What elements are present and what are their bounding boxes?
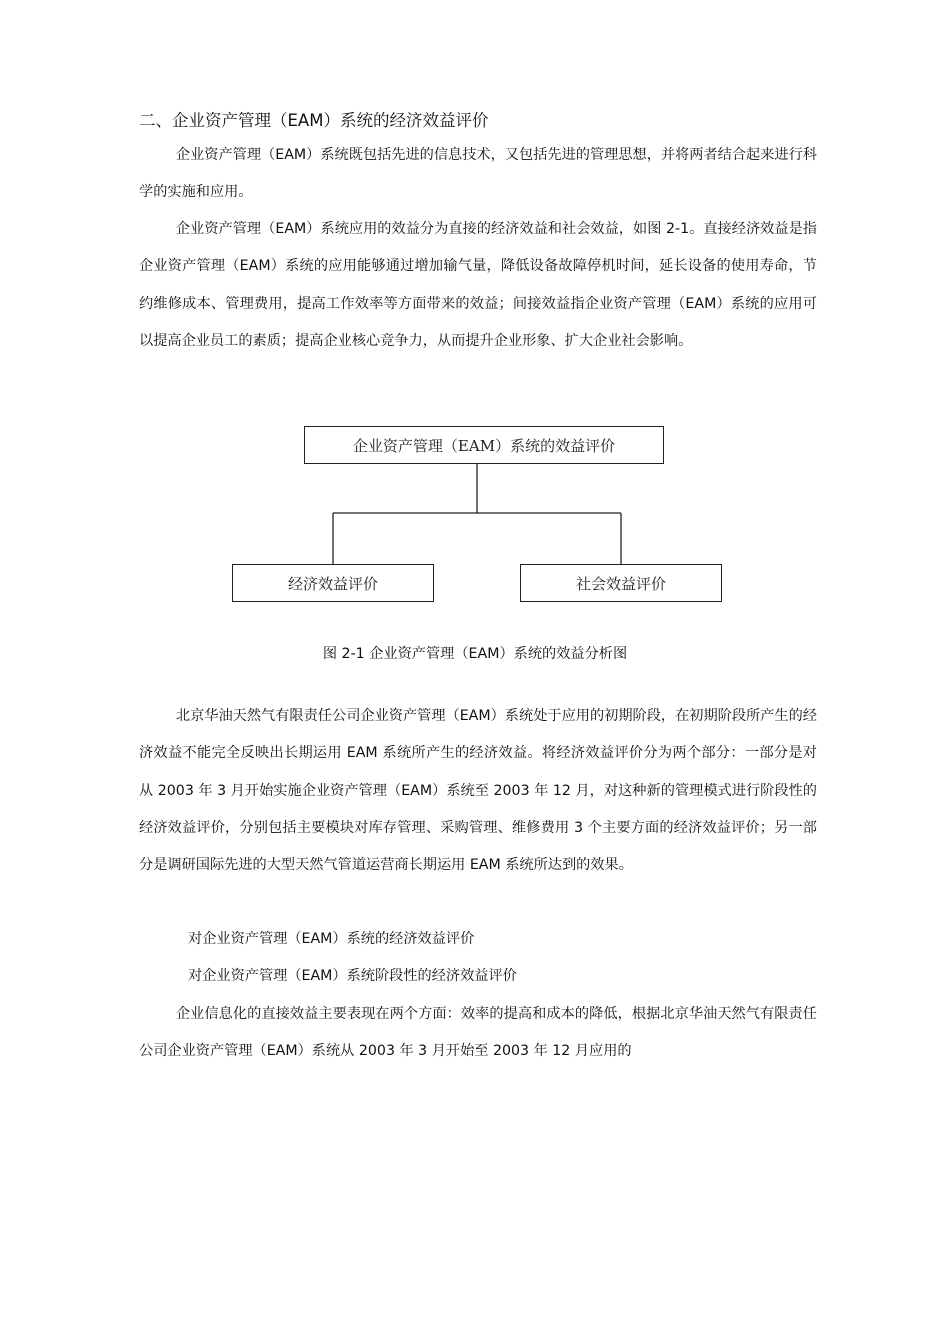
section-heading: 二、企业资产管理（EAM）系统的经济效益评价 <box>139 111 489 130</box>
figure-caption: 图 2-1 企业资产管理（EAM）系统的效益分析图 <box>322 646 628 662</box>
paragraph-direct-benefit: 企业信息化的直接效益主要表现在两个方面：效率的提高和成本的降低，根据北京华油天然气有限责任公司企业资产管理（EAM）系统从 2003 年 3 月开始至 2003 年 12 月应用的 <box>139 1006 817 1060</box>
list-item-economic: 对企业资产管理（EAM）系统的经济效益评价 <box>188 931 475 947</box>
diagram-node-economic: 经济效益评价 <box>232 564 434 602</box>
paragraph-benefits: 企业资产管理（EAM）系统应用的效益分为直接的经济效益和社会效益，如图 2-1。直接经济效益是指企业资产管理（EAM）系统的应用能够通过增加输气量，降低设备故障停机时间，延长设备的使用寿命，节约维修成本、管理费用，提高工作效率等方面带来的效益；间接效益指企业资产管理（EAM）系统的应用可以提高企业员工的素质；提高企业核心竞争力，从而提升企业形象、扩大企业社会影响。 <box>139 221 817 349</box>
paragraph-company: 北京华油天然气有限责任公司企业资产管理（EAM）系统处于应用的初期阶段，在初期阶段所产生的经济效益不能完全反映出长期运用 EAM 系统所产生的经济效益。将经济效益评价分为两个部分：一部分是对从 2003 年 3 月开始实施企业资产管理（EAM）系统至 2003 年 12 月，对这种新的管理模式进行阶段性的经济效益评价，分别包括主要模块对库存管理、采购管理、维修费用 3 个主要方面的经济效益评价；另一部分是调研国际先进的大型天然气管道运营商长期运用 EAM 系统所达到的效果。 <box>139 708 817 874</box>
diagram-root-node: 企业资产管理（EAM）系统的效益评价 <box>304 426 664 464</box>
list-item-stage: 对企业资产管理（EAM）系统阶段性的经济效益评价 <box>188 968 517 984</box>
diagram-node-social: 社会效益评价 <box>520 564 722 602</box>
paragraph-intro: 企业资产管理（EAM）系统既包括先进的信息技术，又包括先进的管理思想，并将两者结合起来进行科学的实施和应用。 <box>139 147 817 201</box>
